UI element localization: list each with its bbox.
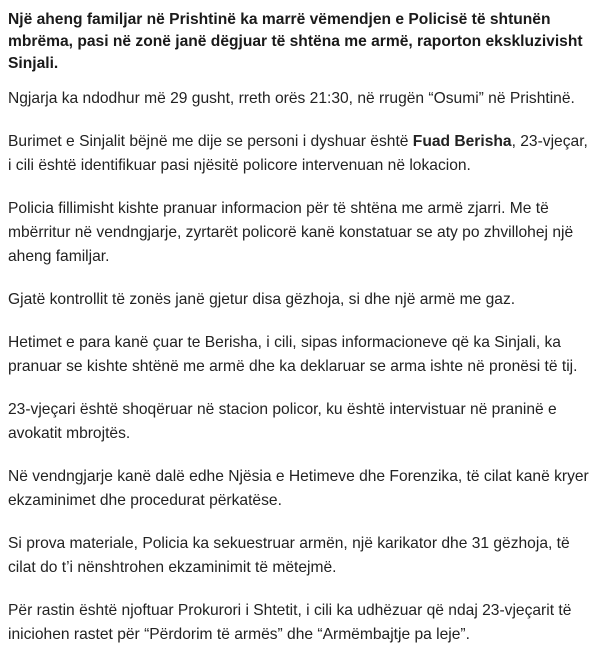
article-lead: Një aheng familjar në Prishtinë ka marrë vëmendjen e Policisë të shtunën mbrëma, pasi në zonë janë dëgjuar të shtëna me armë, raporton ekskluzivisht Sinjali. xyxy=(8,11,583,72)
suspect-name: Fuad Berisha xyxy=(412,133,512,150)
paragraph-evidence: Si prova materiale, Policia ka sekuestruar armën, një karikator dhe 31 gëzhoja, të cilat do t’i nënshtrohen ekzaminimit të mëtejmë. xyxy=(8,535,570,576)
paragraph-event-details: Ngjarja ka ndodhur më 29 gusht, rreth orës 21:30, në rrugën “Osumi” në Prishtinë. xyxy=(8,90,575,107)
paragraph-search-findings: Gjatë kontrollit të zonës janë gjetur disa gëzhoja, si dhe një armë me gaz. xyxy=(8,291,516,308)
paragraph-suspect-intro: Burimet e Sinjalit bëjnë me dije se personi i dyshuar është xyxy=(8,133,413,150)
paragraph-suspect-rest: , 23-vjeçar, i cili është identifikuar pasi njësitë policore intervenuan në lokacion. xyxy=(8,133,588,174)
paragraph-suspect xyxy=(8,130,594,178)
paragraph-police-info: Policia fillimisht kishte pranuar informacion për të shtëna me armë zjarri. Me të mbërritur në vendngjarje, zyrtarët policorë kanë konstatuar se aty po zhvillohej një aheng familjar. xyxy=(8,200,574,265)
paragraph-prosecutor: Për rastin është njoftuar Prokurori i Shtetit, i cili ka udhëzuar që ndaj 23-vjeçarit të iniciohen rastet për “Përdorim të armës” dhe “Armëmbajtje pa leje”. xyxy=(8,602,572,643)
paragraph-detention: 23-vjeçari është shoqëruar në stacion policor, ku është intervistuar në praninë e avokatit mbrojtës. xyxy=(8,401,557,442)
paragraph-investigation: Hetimet e para kanë çuar te Berisha, i cili, sipas informacioneve që ka Sinjali, ka pranuar se kishte shtënë me armë dhe ka deklaruar se arma ishte në pronësi të tij. xyxy=(8,334,578,375)
paragraph-forensics: Në vendngjarje kanë dalë edhe Njësia e Hetimeve dhe Forenzika, të cilat kanë kryer ekzaminimet dhe procedurat përkatëse. xyxy=(8,468,589,509)
